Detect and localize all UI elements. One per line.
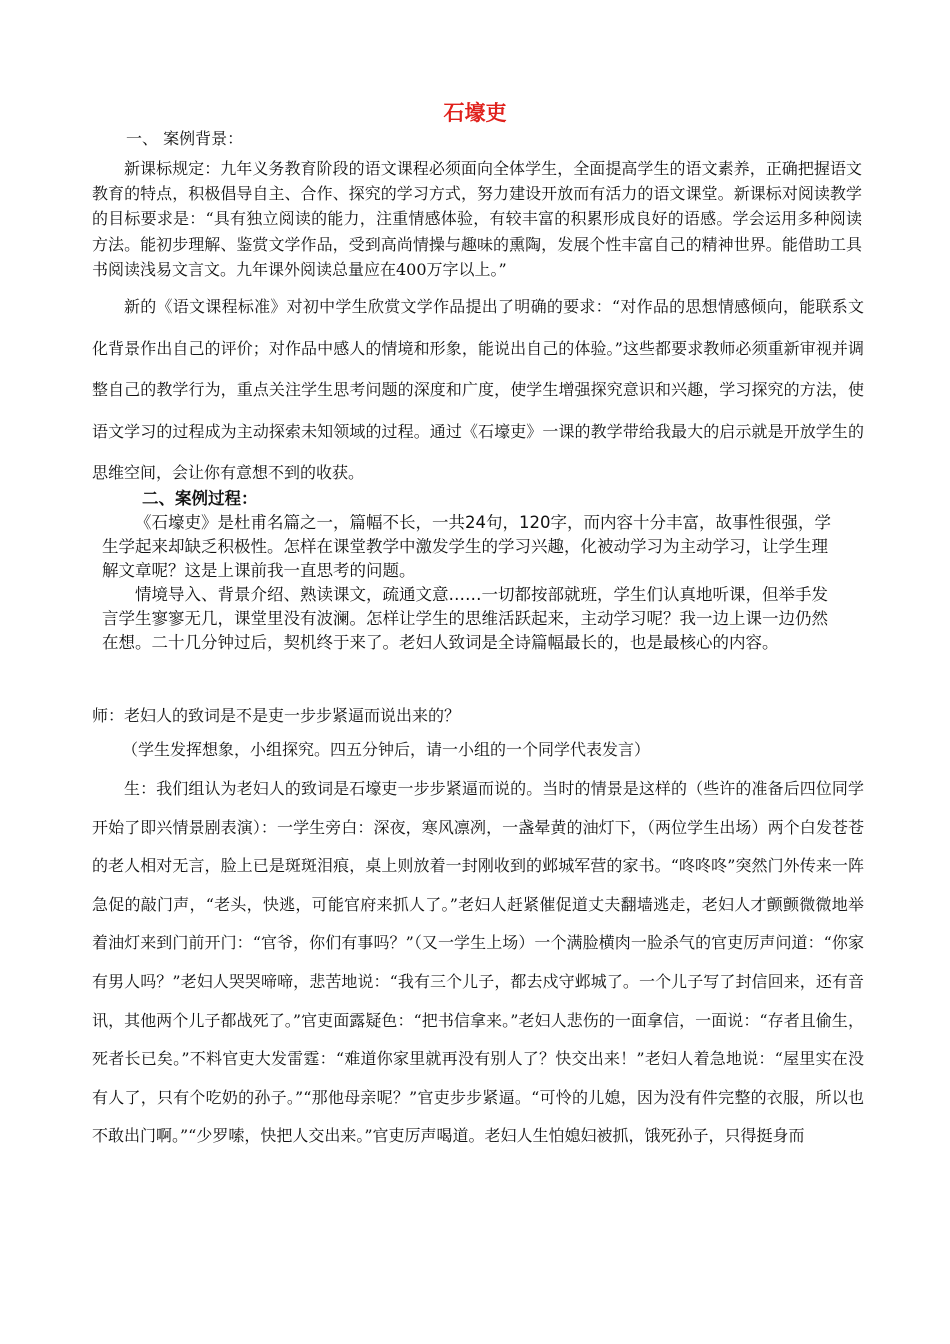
paragraph-curriculum-standard: 新课标规定：九年义务教育阶段的语文课程必须面向全体学生，全面提高学生的语文素养，正确把握语文教育的特点，积极倡导自主、合作、探究的学习方式，努力建设开放而有活力的语文课堂。新课标对阅读教学的目标要求是：“具有独立阅读的能力，注重情感体验，有较丰富的积累形成良好的语感。学会运用多种阅读方法。能初步理解、鉴赏文学作品，受到高尚情操与趣味的熏陶，发展个性丰富自己的精神世界。能借助工具书阅读浅易文言文。九年课外阅读总量应在400万字以上。” [92, 159, 862, 279]
student-answer-paragraph: 生：我们组认为老妇人的致词是石壕吏一步步紧逼而说的。当时的情景是这样的（些许的准备后四位同学开始了即兴情景剧表演）：一学生旁白：深夜，寒风凛冽，一盏晕黄的油灯下，（两位学生出场）两个白发苍苍的老人相对无言，脸上已是斑斑泪痕，桌上则放着一封刚收到的邺城军营的家书。“咚咚咚”突然门外传来一阵急促的敲门声，“老头，快逃，可能官府来抓人了。”老妇人赶紧催促道丈夫翻墙逃走，老妇人才颤颤微微地举着油灯来到门前开门：“官爷，你们有事吗？”（又一学生上场）一个满脸横肉一脸杀气的官吏厉声问道：“你家有男人吗？”老妇人哭哭啼啼，悲苦地说：“我有三个儿子，都去戍守邺城了。一个儿子写了封信回来，还有音讯，其他两个儿子都战死了。”官吏面露疑色：“把书信拿来。”老妇人悲伤的一面拿信，一面说：“存者且偷生，死者长已矣。”不料官吏大发雷霆：“难道你家里就再没有别人了？快交出来！”老妇人着急地说：“屋里实在没有人了，只有个吃奶的孙子。”“那他母亲呢？”官吏步步紧逼。“可怜的儿媳，因为没有件完整的衣服，所以也不敢出门啊。”“少罗嗦，快把人交出来。”官吏厉声喝道。老妇人生怕媳妇被抓，饿死孙子，只得挺身而 [92, 779, 864, 1146]
paragraph-poem-intro: 《石壕吏》是杜甫名篇之一，篇幅不长，一共24句，120字，而内容十分丰富，故事性很强，学生学起来却缺乏积极性。怎样在课堂教学中激发学生的学习兴趣，化被动学习为主动学习，让学生理解文章呢？这是上课前我一直思考的问题。 [102, 513, 831, 580]
section-heading-process: 二、案例过程： [142, 489, 258, 508]
classroom-note: （学生发挥想象，小组探究。四五分钟后，请一小组的一个同学代表发言） [122, 740, 651, 759]
section-heading-background: 一、 案例背景： [126, 129, 244, 148]
teacher-question: 师：老妇人的致词是不是吏一步步紧逼而说出来的？ [92, 706, 461, 725]
document-title: 石壕吏 [443, 101, 507, 125]
paragraph-class-situation: 情境导入、背景介绍、熟读课文，疏通文意……一切都按部就班，学生们认真地听课，但举手发言学生寥寥无几，课堂里没有波澜。怎样让学生的思维活跃起来，主动学习呢？我一边上课一边仍然在想。二十几分钟过后，契机终于来了。老妇人致词是全诗篇幅最长的，也是最核心的内容。 [102, 585, 828, 652]
paragraph-literature-requirements: 新的《语文课程标准》对初中学生欣赏文学作品提出了明确的要求：“对作品的思想情感倾向，能联系文化背景作出自己的评价；对作品中感人的情境和形象，能说出自己的体验。”这些都要求教师必须重新审视并调整自己的教学行为，重点关注学生思考问题的深度和广度，使学生增强探究意识和兴趣，学习探究的方法，使语文学习的过程成为主动探索未知领域的过程。通过《石壕吏》一课的教学带给我最大的启示就是开放学生的思维空间，会让你有意想不到的收获。 [92, 297, 864, 482]
